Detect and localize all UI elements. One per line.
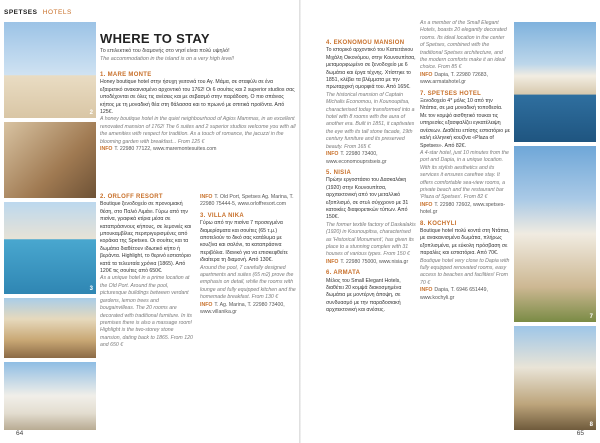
hotel-info [420,72,510,87]
hotel-info [326,151,416,166]
photo-number: 3 [89,286,93,292]
hotel-description-english: As a unique hotel in a prime location at the Old Port. Around the pool, picturesque buildings between verdant gardens, lemon trees and bougainvilleas. The 20 rooms are decorated with traditional furniture. In its premises there is also a massage room! Highlight is the two-storey stone mansion, dating back to 1865. From 120 and 650 € [100,275,193,349]
hotel-contact: T. 22980 73400, www.economouprstseis.gr [326,151,387,165]
hotel-info [420,202,510,217]
info-label: INFO [420,287,433,294]
hotel-title: 2. ORLOFF RESORT [100,194,163,200]
hotel-info [420,287,510,302]
photo-terrace [514,326,596,430]
hotel-title: 4. EKONOMOU MANSION [326,40,405,46]
photo-hotel-room [4,122,96,198]
hotel-description-english: Around the pool, 7 carefully designed apartments and suites (65 m2) prove the emphasis on detail, while the rooms with lounge and fully equipped kitchen and the homemade breakfast. From 130 € [200,264,296,301]
hotel-description-greek: Boutique ξενοδοχείο σε προνομιακή θέση, στο Παλιό Λιμάνι. Γύρω από την πισίνα, γραφικά κτίρια μέσα σε καταπράσινους κήπους, σε λεμονιές και μπουκαμβίλιες περιτριγυρισμένες από κοράκια της Spetses. Οι σουίτες και τα δωμάτια διαθέτουν ιδιωτικό κήπο ή βεράντα. Highlight, το θερινό εστιατόριο κατά τα τελευταία χρόνια (1865). Από 120€ τις σουίτες από 650€. [100,201,192,275]
hotel-contact: T. 22980 77122, www.maremontesuites.com [114,146,217,153]
photo-villa [514,146,596,322]
hotel-contact: T. Old Port, Spetses Ag. Marina, T. 22980 75444-5, www.orloffresort.com [200,194,294,208]
hotel-description-english: A honey boutique hotel in the quiet neighbourhood of Agios Mammas, in an excellent renovated mansion of 1762! The 6 suites and 2 superior studios welcome you with all the amenities with respect for tradition. As a touch of romance, the jacuzzi in the blooming garden with breakfast... From 125 € [100,116,296,145]
hotel-description-greek: Πρώην εργοστάσιο του Δασκαλάκη (1920) στην Κουνουπίτσα, αρχιτεκτονική από τον μεταλλικό εξοπλισμό, σε στυλ σύγχρονο με 31 κατοικίες διαφορετικών τύπων. Από 150€. [326,177,409,221]
hotel-info [100,146,296,153]
photo-number: 8 [589,422,593,428]
hotel-description-greek: Boutique hotel πολύ κοντά στη Ντάπια, με ανακαινισμένα δωμάτια, πλήρως εξοπλισμένα, με εύκολη πρόσβαση σε παραλίες και εστιατόρια. Από 70€. [420,227,510,257]
photo-number: 7 [589,314,593,320]
hotel-column-d [420,20,510,306]
info-label: INFO [100,146,113,153]
hotel-title: 6. ARMATA [326,270,361,277]
info-label: INFO [420,201,433,208]
info-label: INFO [326,258,339,265]
info-label: INFO [200,194,213,200]
hotel-column-c [326,40,416,315]
intro-greek: Το επιλεκτικό του διαμονής στο νησί είναι πολύ υψηλό! [100,48,230,54]
hotel-contact: T. 22980 75000, www.nisia.gr [340,258,409,265]
hotel-entry-2 [100,194,194,350]
hotel-description-english: As a member of the Small Elegant Hotels, boasts 20 elegantly decorated rooms. Its ideal location in the center of Spetses, combined with the traditional Spetses architecture, and the modern comforts make it an ideal choice. From 85 € [420,20,507,71]
hotel-title: 3. VILLA NIKA [200,212,245,219]
hotel-title: 7. SPETSES HOTEL [420,90,482,97]
hotel-description-greek: Ξενοδοχείο 4* μόλις 10 από την Ντάπια, σε μια μοναδική τοποθεσία. Με τον κομψό αισθητικό τουκαι τις υπηρεσίες εξασφαλίζει εγκατέλειψη ανέσεων. Διαθέτει επίσης εστιατόριο με καλή ελληνική κουζίνα «Plaza of Spetses». Από 82€. [420,98,510,149]
intro-english: The accommodation in the island is on a very high level! [100,56,234,62]
hotel-title: 8. KOCHYLI [420,220,457,227]
photo-number: 2 [89,110,93,116]
right-photo-column [514,22,596,430]
photo-stone-house [4,362,96,430]
info-label: INFO [326,151,339,158]
photo-hotel-exterior [4,22,96,118]
hotel-description-english: The former textile factory of Daskalakis (1920) in Kounoupitsa, characterised as 'Historical Monument', has given its place to a stunning complex with 31 houses of various types. From 150 € [326,221,416,258]
hotel-info [326,259,416,266]
page-title: WHERE TO STAY [100,31,210,46]
info-label: INFO [200,301,213,308]
left-photo-column [4,22,96,430]
hotel-entry-1 [100,72,296,157]
header-brand: SPETSES [4,9,38,16]
hotel-title: 5. NISIA [326,169,352,176]
hotel-title: 1. MARE MONTE [100,72,152,78]
hotel-description-english: Boutique hotel very close to Dapia with fully equipped renovated rooms, easy access to beaches and facilities! From 70 € [420,257,510,286]
hotel-contact: T. Ag. Marina, T. 22980 73400, www.villanika.gr [200,301,285,316]
hotel-description-greek: Μέλος του Small Elegant Hotels, διαθέτει 20 κομψά διακοσμημένα δωμάτια με μοντέρνη άποψη, σε συνδυασμό με την παραδοσιακή αρχιτεκτονική και ανέσεις. [326,277,402,314]
hotel-description-english: A 4-star hotel, just 10 minutes from the port and Dapia, in a unique location. With its stylish aesthetics and its services it ensures carefree stay. It offers comfortable sea-view rooms, a private beach and the restaurant bar 'Plaza of Spetses'. From 82 € [420,149,509,201]
photo-harbour [514,22,596,142]
page-number-right: 65 [576,430,584,437]
running-header [4,9,72,16]
photo-pool [4,202,96,294]
hotel-description-greek: Honey boutique hotel στην ήσυχη γειτονιά του Αγ. Μάμα, σε σταφύλι σε ένα εξαιρετικό ανακαινισμένο αρχοντικό του 1762! Οι 6 σουίτες και 2 superior studios σας υποδέχονται σε όλες τις ανέσεις και με σεβασμό στην παράδοση. Ο πιο σπάνιος κήπος με τη μοναδική θέα στη θάλασσα και το πρωινό με σπιτικά προϊόντα. Από 125€. [100,79,295,116]
page-fold [299,0,301,443]
header-section: HOTELS [42,9,72,16]
hotel-info [200,194,296,209]
hotel-contact: T. 22980 72602, www.spetses-hotel.gr [420,201,506,216]
hotel-description-greek: Γύρω από την πισίνα 7 προσεγμένα διαμερίσματα και σουίτες (65 τ.μ.) αποτελούν το δικό σας κατάλυμα με κουζίνα και σαλόνι, τα καταπράσινα περιβόλια. Ιδανικό για να επισκεφθείτε ιδιαίτερα τη διαμονή. Από 130€. [200,220,288,264]
info-label: INFO [420,71,433,78]
hotel-contact: Dapia, T. 6946 651449, www.kochyli.gr [420,287,488,301]
photo-courtyard [4,298,96,358]
hotel-info [200,302,296,317]
hotel-contact: Dapia, T. 22980 72683, www.armatahotel.gr [420,71,488,86]
hotel-description-english: The historical mansion of Captain Michalis Economou, in Kounoupitsa, characterised today transformed into a hotel with 8 rooms with the aura of another era. Built in 1851, it captivates the eye with its tall stone facade, 19th century furniture and its preserved beauty. From 165 € [326,91,415,150]
hotel-description-greek: Το ιστορικό αρχοντικό του Καπετάνιου Μιχάλη Οικονόμου, στην Κουνουπίτσα, μεταμορφωμένο σε ξενοδοχείο με 6 δωμάτια και έργα τέχνης. Χτίστηκε το 1851, κλέβει τα βλέμματα με την πρωταρχική ομορφιά του. Από 165€. [326,47,416,91]
page-number-left: 64 [16,430,24,437]
hotel-entry-3 [200,194,296,321]
